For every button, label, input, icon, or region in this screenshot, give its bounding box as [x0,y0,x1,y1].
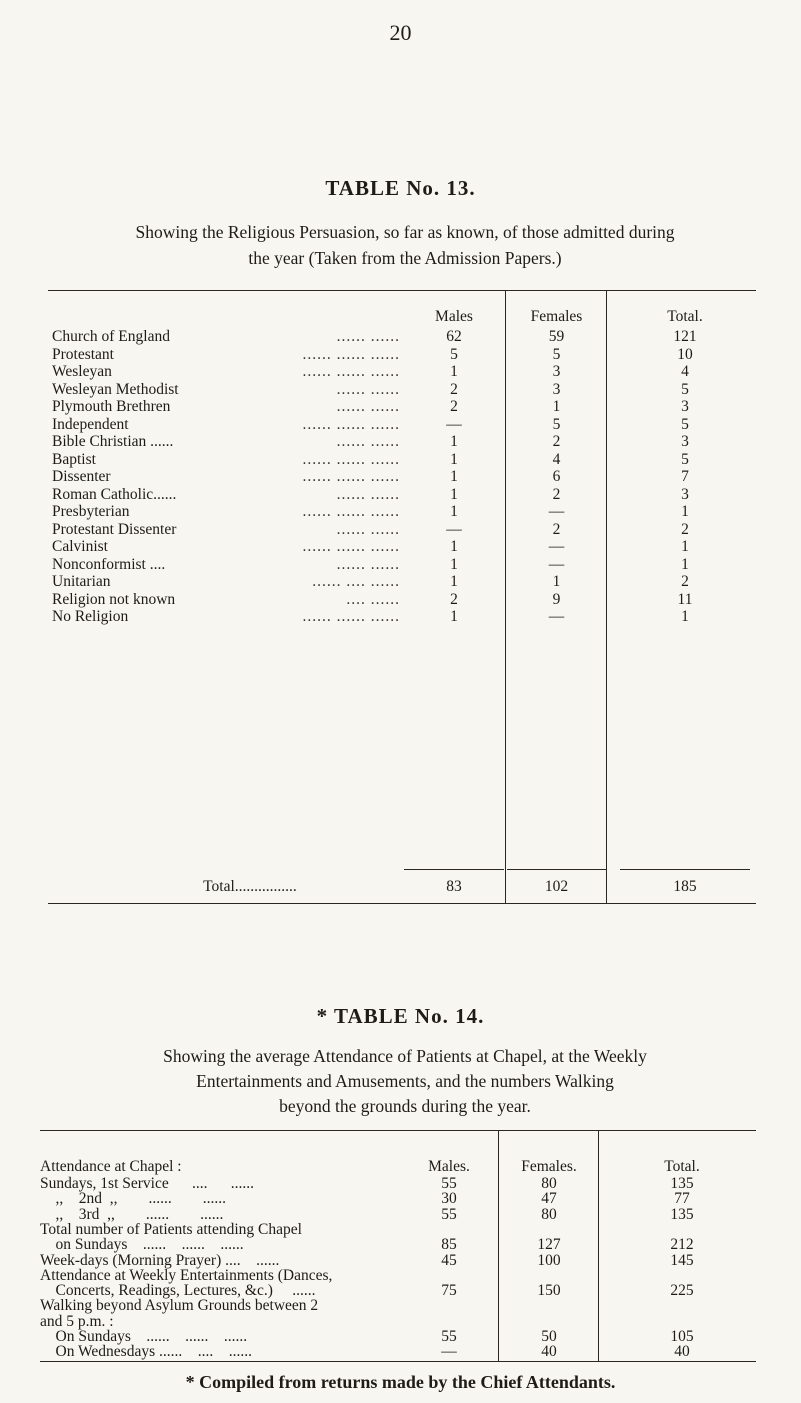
females-value: 127 [537,1236,561,1254]
table-13-sum-rule [404,869,504,870]
females-value: 4 [552,450,561,468]
leader-dots: ...... ...... ...... [302,608,400,625]
total-value: 105 [670,1328,694,1345]
religion-label: Presbyterian [52,503,130,520]
attendance-label: Week-days (Morning Prayer) .... ...... [40,1251,280,1269]
males-value: 1 [450,538,458,555]
table-13-description-line-2: the year (Taken from the Admission Papers.) [248,248,562,268]
attendance-label: Walking beyond Asylum Grounds between 2 [40,1297,319,1315]
table-14-header-females: Females. [521,1158,577,1175]
table-13-total-males: 83 [446,878,462,895]
religion-label: Protestant [52,345,114,363]
table-14-bottom-rule [40,1361,756,1362]
table-13-sum-rule [507,869,606,870]
table-14-section-attendance: Attendance at Chapel : [40,1158,182,1175]
table-13-description-line-1: Showing the Religious Persuasion, so far as known, of those admitted during [135,222,675,242]
males-value: — [446,415,462,433]
total-value: 3 [681,433,689,450]
table-13-column-divider [606,291,607,903]
religion-label: Wesleyan [52,363,112,380]
religion-label: Bible Christian ...... [52,433,174,450]
total-value: 40 [674,1343,690,1361]
table-13-sum-rule [620,869,750,870]
males-value: 1 [450,468,458,485]
table-13-title: TABLE No. 13. [325,176,476,200]
attendance-label: Sundays, 1st Service .... ...... [40,1175,254,1192]
leader-dots: ...... ...... [336,520,400,538]
attendance-label: on Sundays ...... ...... ...... [40,1236,244,1254]
females-value: 3 [552,363,561,380]
males-value: 1 [450,433,458,450]
males-value: 1 [450,573,458,590]
leader-dots: ...... ...... ...... [302,468,400,485]
females-value: 47 [541,1190,557,1208]
leader-dots: .... ...... [346,590,400,608]
attendance-label: and 5 p.m. : [40,1312,114,1330]
females-value: 9 [552,590,561,608]
females-value: 80 [541,1175,557,1192]
leader-dots: ...... ...... ...... [302,503,400,520]
females-value: 5 [552,345,561,363]
males-value: 1 [450,608,458,625]
males-value: 2 [450,398,458,415]
total-value: 7 [681,468,689,485]
total-value: 1 [681,538,689,555]
leader-dots: ...... ...... [336,380,400,398]
table-14-column-divider [498,1131,499,1361]
females-value: 6 [552,468,561,485]
religion-label: Nonconformist .... [52,555,166,573]
males-value: 55 [441,1175,457,1192]
males-value: 1 [450,450,458,468]
males-value: 5 [450,345,458,363]
males-value: 2 [450,590,458,608]
table-14-title: * TABLE No. 14. [316,1004,485,1028]
females-value: — [548,503,565,520]
females-value: 59 [548,328,565,345]
attendance-label: Total number of Patients attending Chapel [40,1220,302,1238]
footnote: * Compiled from returns made by the Chief Attendants. [185,1372,616,1392]
religion-label: Independent [52,415,129,433]
religion-label: Religion not known [52,590,176,608]
religion-label: Baptist [52,450,96,468]
table-13-column-divider [505,291,506,903]
females-value: 50 [541,1328,557,1345]
page-number: 20 [389,20,412,45]
females-value: 5 [552,415,561,433]
leader-dots: ...... ...... ...... [302,345,400,363]
table-13-header-females: Females [530,308,583,325]
males-value: 1 [450,503,458,520]
table-13-header-total: Total. [667,308,703,325]
religion-label: Plymouth Brethren [52,398,171,415]
religion-label: Calvinist [52,538,108,555]
females-value: 80 [541,1205,557,1223]
leader-dots: ...... ...... [336,398,400,415]
males-value: 55 [441,1328,457,1345]
attendance-label: On Wednesdays ...... .... ...... [40,1343,253,1361]
males-value: 45 [441,1251,457,1269]
table-14-header-males: Males. [428,1158,470,1175]
religion-label: Unitarian [52,573,111,590]
females-value: — [548,538,565,555]
females-value: — [548,608,565,625]
females-value: 150 [537,1282,561,1300]
leader-dots: ...... ...... ...... [302,415,400,433]
attendance-label: ,, 2nd ,, ...... ...... [40,1190,226,1208]
total-value: 225 [670,1282,694,1300]
leader-dots: ...... ...... ...... [302,450,400,468]
females-value: 1 [552,573,561,590]
total-value: 4 [681,363,689,380]
religion-label: Church of England [52,328,170,345]
religion-label: Roman Catholic...... [52,485,177,503]
table-14-description-line-2: Entertainments and Amusements, and the numbers Walking [196,1071,614,1091]
total-value: 2 [681,520,689,538]
table-13-top-rule [48,290,756,291]
total-value: 2 [681,573,689,590]
males-value: — [441,1343,457,1361]
leader-dots: ...... ...... ...... [302,538,400,555]
religion-label: No Religion [52,608,129,625]
table-14-top-rule [40,1130,756,1131]
total-value: 11 [677,590,693,608]
table-14-description-line-1: Showing the average Attendance of Patients at Chapel, at the Weekly [163,1046,647,1066]
leader-dots: ...... ...... [336,328,400,345]
leader-dots: ...... ...... [336,555,400,573]
males-value: 55 [441,1205,457,1223]
males-value: — [446,520,462,538]
females-value: 2 [552,433,561,450]
total-value: 3 [681,485,689,503]
religion-label: Dissenter [52,468,111,485]
females-value: 3 [552,380,561,398]
total-value: 10 [677,345,693,363]
table-14-column-divider [598,1131,599,1361]
attendance-label: Concerts, Readings, Lectures, &c.) ...... [40,1282,316,1300]
females-value: 100 [537,1251,561,1269]
table-13-total-females: 102 [544,878,569,895]
total-value: 212 [670,1236,694,1254]
males-value: 75 [441,1282,457,1300]
total-value: 5 [681,415,689,433]
total-value: 121 [673,328,697,345]
females-value: 40 [541,1343,557,1361]
total-value: 77 [674,1190,690,1208]
males-value: 1 [450,485,458,503]
leader-dots: ...... ...... [336,485,400,503]
males-value: 1 [450,363,458,380]
total-value: 1 [681,503,689,520]
total-value: 135 [670,1175,694,1192]
females-value: — [548,555,565,573]
total-value: 3 [681,398,689,415]
males-value: 1 [450,555,458,573]
religion-label: Wesleyan Methodist [52,380,179,398]
total-value: 145 [670,1251,694,1269]
total-value: 1 [681,555,689,573]
females-value: 2 [552,485,561,503]
attendance-label: ,, 3rd ,, ...... ...... [40,1205,224,1223]
total-value: 5 [681,380,689,398]
males-value: 30 [441,1190,457,1208]
males-value: 2 [450,380,458,398]
total-value: 1 [681,608,689,625]
females-value: 2 [552,520,561,538]
attendance-label: Attendance at Weekly Entertainments (Dances, [40,1266,333,1284]
attendance-label: On Sundays ...... ...... ...... [40,1328,248,1345]
table-14-header-total: Total. [664,1158,700,1175]
leader-dots: ...... ...... ...... [302,363,400,380]
table-13-total-total: 185 [673,878,697,895]
table-13-total-label: Total................ [203,878,297,895]
table-13-header-males: Males [435,308,473,325]
males-value: 85 [441,1236,457,1254]
total-value: 135 [670,1205,694,1223]
table-13-bottom-rule [48,903,756,904]
females-value: 1 [552,398,561,415]
table-14-description-line-3: beyond the grounds during the year. [279,1096,531,1116]
leader-dots: ...... ...... [336,433,400,450]
leader-dots: ...... .... ...... [312,573,400,590]
males-value: 62 [446,328,462,345]
religion-label: Protestant Dissenter [52,520,177,538]
total-value: 5 [681,450,689,468]
